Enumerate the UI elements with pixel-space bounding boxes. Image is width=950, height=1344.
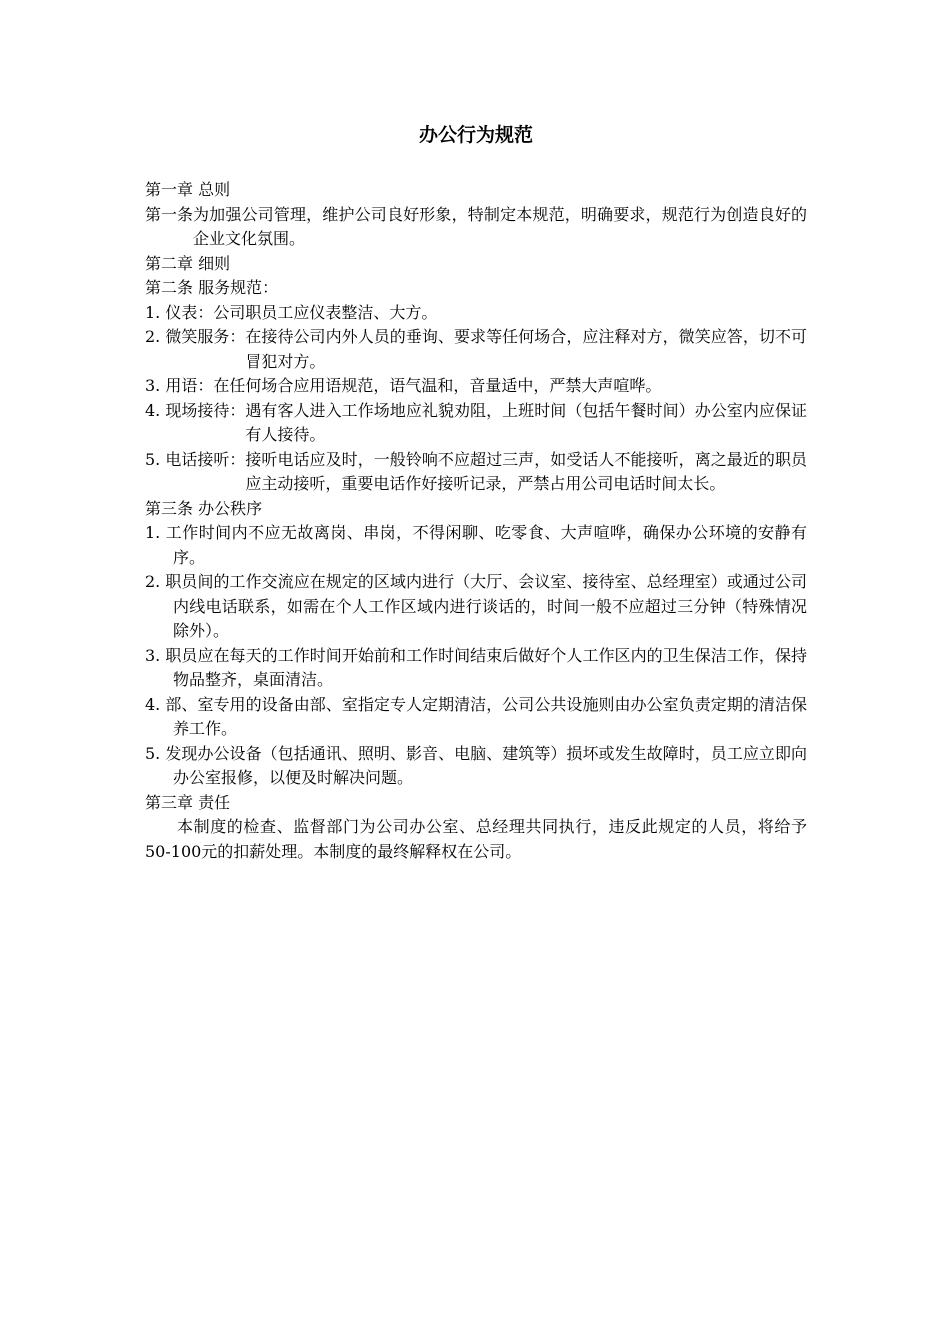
service-item-label: 4. 现场接待： <box>145 400 246 420</box>
chapter-1-heading: 第一章 总则 <box>145 180 231 199</box>
service-item-smile <box>145 325 807 374</box>
service-item-text: 在任何场合应用语规范，语气温和，音量适中，严禁大声喧哗。 <box>213 376 662 395</box>
order-item: 1. 工作时间内不应无故离岗、串岗，不得闲聊、吃零食、大声喧哗，确保办公环境的安静有序。 <box>145 523 807 567</box>
order-item: 3. 职员应在每天的工作时间开始前和工作时间结束后做好个人工作区内的卫生保洁工作，保持物品整齐，桌面清洁。 <box>145 645 807 689</box>
closing-paragraph: 本制度的检查、监督部门为公司办公室、总经理共同执行，违反此规定的人员，将给予50-100元的扣薪处理。本制度的最终解释权在公司。 <box>145 817 807 861</box>
service-item-language <box>145 374 807 399</box>
article-2-heading: 第二条 服务规范： <box>145 278 279 297</box>
order-item: 2. 职员间的工作交流应在规定的区域内进行（大厅、会议室、接待室、总经理室）或通过公司内线电话联系，如需在个人工作区域内进行谈话的，时间一般不应超过三分钟（特殊情况除外）。 <box>145 572 807 640</box>
document-body <box>145 120 807 864</box>
order-item: 5. 发现办公设备（包括通讯、照明、影音、电脑、建筑等）损坏或发生故障时，员工应立即向办公室报修，以便及时解决问题。 <box>145 743 807 787</box>
chapter-3-heading: 第三章 责任 <box>145 792 231 812</box>
service-item-text: 接听电话应及时，一般铃响不应超过三声，如受话人不能接听，离之最近的职员应主动接听，重要电话作好接听记录，严禁占用公司电话时间太长。 <box>245 449 807 493</box>
article-1-text: 为加强公司管理，维护公司良好形象，特制定本规范，明确要求，规范行为创造良好的企业文化氛围。 <box>193 204 807 248</box>
service-item-text: 在接待公司内外人员的垂询、要求等任何场合，应注释对方，微笑应答，切不可冒犯对方。 <box>245 327 807 371</box>
article-3-heading: 第三条 办公秩序 <box>145 498 263 518</box>
order-item: 4. 部、室专用的设备由部、室指定专人定期清洁，公司公共设施则由办公室负责定期的清洁保养工作。 <box>145 694 807 738</box>
service-item-appearance <box>145 301 807 326</box>
chapter-2-heading: 第二章 细则 <box>145 253 231 273</box>
service-item-text: 公司职员工应仪表整洁、大方。 <box>213 302 438 322</box>
service-item-label: 3. 用语： <box>145 376 214 395</box>
document-title: 办公行为规范 <box>418 124 533 146</box>
service-item-label: 2. 微笑服务： <box>145 327 246 346</box>
service-item-reception <box>145 399 807 448</box>
service-item-text: 遇有客人进入工作场地应礼貌劝阻，上班时间（包括午餐时间）办公室内应保证有人接待。 <box>245 400 807 444</box>
article-1 <box>145 203 807 252</box>
service-item-label: 5. 电话接听： <box>145 449 246 469</box>
article-1-label: 第一条 <box>145 204 194 224</box>
service-item-phone <box>145 448 807 497</box>
service-item-label: 1. 仪表： <box>145 302 214 322</box>
